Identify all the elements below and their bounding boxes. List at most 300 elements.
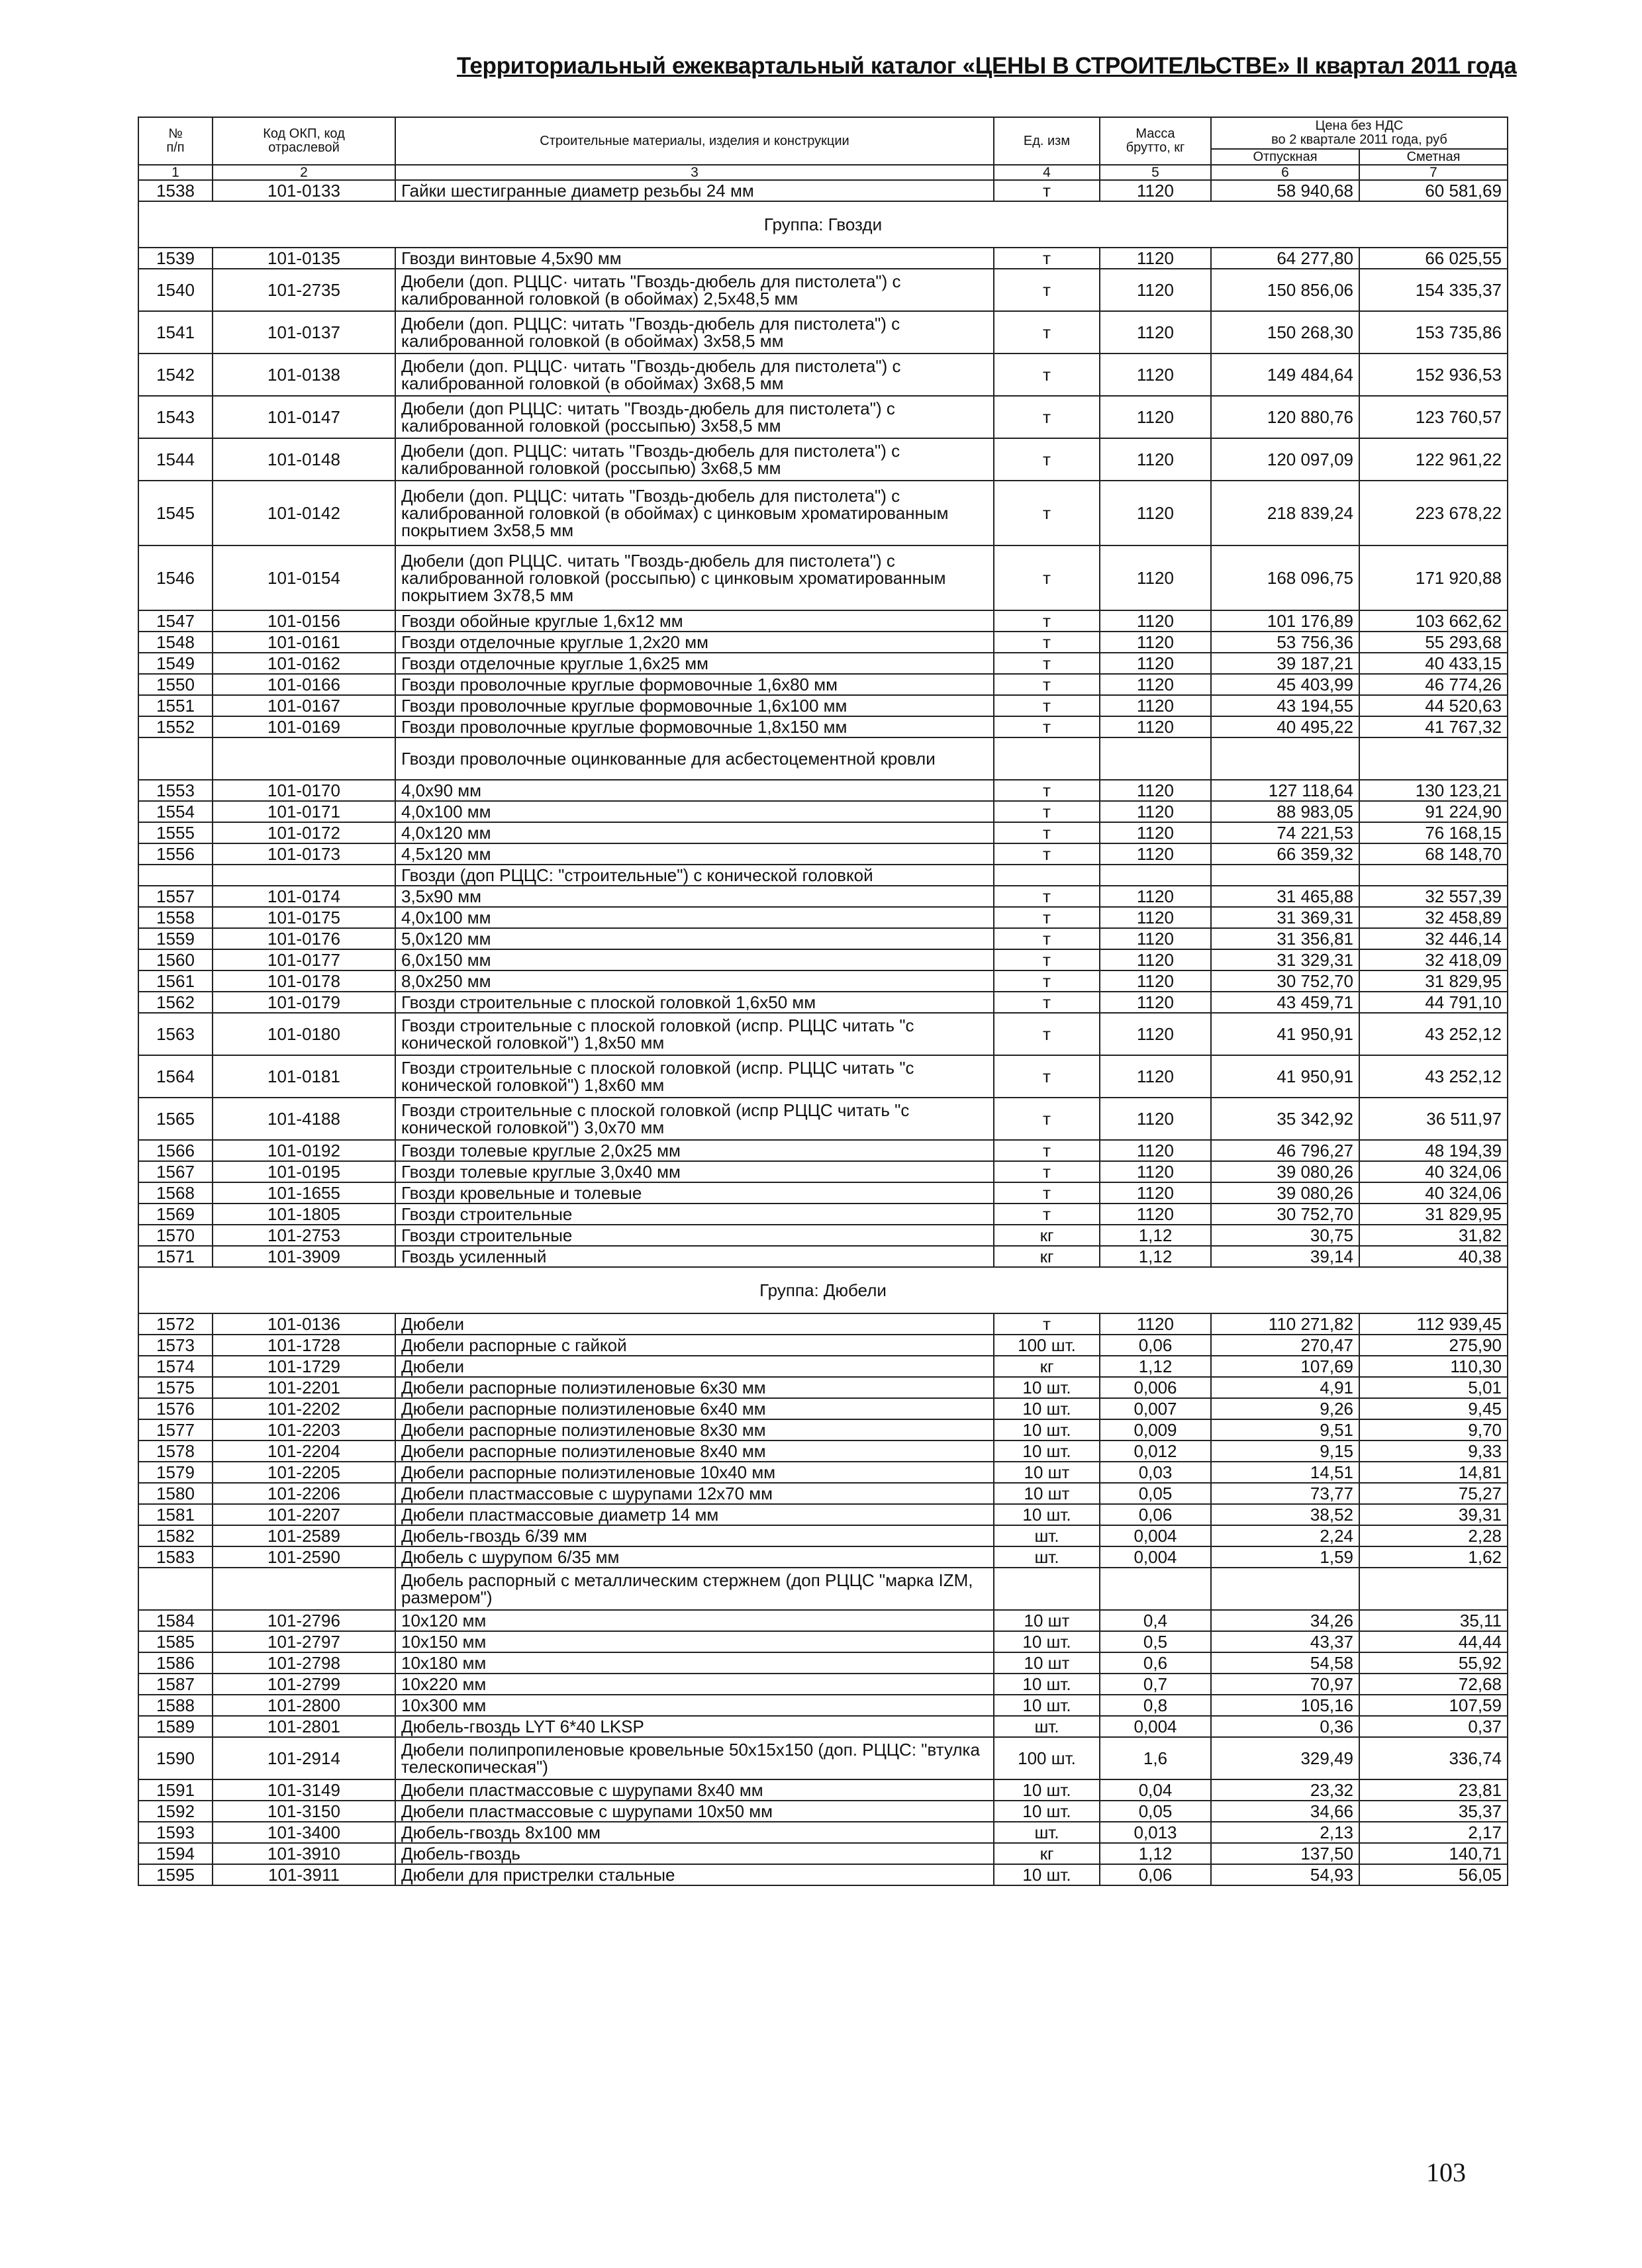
cell-code: 101-2753 bbox=[213, 1225, 395, 1246]
cell-code: 101-2797 bbox=[213, 1631, 395, 1652]
price-table bbox=[138, 117, 1508, 1886]
cell-unit: кг bbox=[994, 1246, 1100, 1267]
cell-name: Гвозди проволочные оцинкованные для асбестоцементной кровли bbox=[395, 737, 994, 780]
cell-name: Дюбель распорный с металлическим стержнем (доп РЦЦС "марка IZM, размером") bbox=[395, 1568, 994, 1610]
cell-unit: шт. bbox=[994, 1716, 1100, 1737]
cell-num: 1549 bbox=[138, 653, 213, 674]
cell-code: 101-0172 bbox=[213, 822, 395, 843]
cell-code: 101-0169 bbox=[213, 716, 395, 737]
cell-code: 101-0133 bbox=[213, 180, 395, 201]
cell-unit: т bbox=[994, 1204, 1100, 1225]
cell-p1 bbox=[1211, 1568, 1359, 1610]
cell-name: Гвозди отделочные круглые 1,6х25 мм bbox=[395, 653, 994, 674]
table-row bbox=[138, 1525, 1508, 1546]
cell-mass: 1120 bbox=[1100, 545, 1211, 610]
cell-num: 1585 bbox=[138, 1631, 213, 1652]
table-row bbox=[138, 970, 1508, 992]
cell-mass: 1120 bbox=[1100, 1140, 1211, 1161]
cell-name: Дюбели пластмассовые диаметр 14 мм bbox=[395, 1504, 994, 1525]
cell-p1: 31 369,31 bbox=[1211, 907, 1359, 928]
cell-mass: 0,004 bbox=[1100, 1716, 1211, 1737]
cell-mass: 1120 bbox=[1100, 610, 1211, 632]
table-row bbox=[138, 396, 1508, 438]
column-number: 7 bbox=[1359, 165, 1508, 180]
cell-p2: 32 458,89 bbox=[1359, 907, 1508, 928]
cell-name: Дюбели (доп. РЦЦС· читать "Гвоздь-дюбель для пистолета") с калиброванной головкой (в обоймах) 2,5х48,5 мм bbox=[395, 269, 994, 311]
cell-code: 101-0147 bbox=[213, 396, 395, 438]
cell-p2: 152 936,53 bbox=[1359, 354, 1508, 396]
table-row bbox=[138, 481, 1508, 545]
table-row bbox=[138, 1140, 1508, 1161]
cell-code: 101-2201 bbox=[213, 1377, 395, 1398]
cell-name: Дюбели (доп. РЦЦС: читать "Гвоздь-дюбель для пистолета") с калиброванной головкой (в обоймах) с цинковым хроматированным покрытием 3х58,5 мм bbox=[395, 481, 994, 545]
cell-p2: 41 767,32 bbox=[1359, 716, 1508, 737]
cell-code: 101-2203 bbox=[213, 1419, 395, 1441]
cell-num: 1556 bbox=[138, 843, 213, 865]
cell-name: 10х120 мм bbox=[395, 1610, 994, 1631]
cell-unit: т bbox=[994, 632, 1100, 653]
cell-unit: кг bbox=[994, 1843, 1100, 1864]
cell-mass: 1120 bbox=[1100, 481, 1211, 545]
cell-unit: 10 шт. bbox=[994, 1864, 1100, 1885]
column-number: 3 bbox=[395, 165, 994, 180]
cell-code: 101-2796 bbox=[213, 1610, 395, 1631]
cell-code: 101-0170 bbox=[213, 780, 395, 801]
cell-mass: 1120 bbox=[1100, 269, 1211, 311]
cell-p2: 140,71 bbox=[1359, 1843, 1508, 1864]
table-row bbox=[138, 1182, 1508, 1204]
cell-num bbox=[138, 865, 213, 886]
cell-p1: 74 221,53 bbox=[1211, 822, 1359, 843]
cell-code: 101-3149 bbox=[213, 1779, 395, 1801]
cell-p2: 32 418,09 bbox=[1359, 949, 1508, 970]
table-row bbox=[138, 1225, 1508, 1246]
table-row bbox=[138, 1546, 1508, 1568]
cell-code: 101-0162 bbox=[213, 653, 395, 674]
cell-num: 1589 bbox=[138, 1716, 213, 1737]
table-row bbox=[138, 1652, 1508, 1674]
cell-p2: 2,17 bbox=[1359, 1822, 1508, 1843]
cell-num: 1587 bbox=[138, 1674, 213, 1695]
cell-num: 1565 bbox=[138, 1098, 213, 1140]
cell-p2: 32 446,14 bbox=[1359, 928, 1508, 949]
cell-name: Гвоздь усиленный bbox=[395, 1246, 994, 1267]
cell-num: 1569 bbox=[138, 1204, 213, 1225]
cell-p1: 120 880,76 bbox=[1211, 396, 1359, 438]
cell-num: 1570 bbox=[138, 1225, 213, 1246]
cell-unit: 10 шт. bbox=[994, 1695, 1100, 1716]
cell-p1: 39 080,26 bbox=[1211, 1161, 1359, 1182]
cell-p2: 35,11 bbox=[1359, 1610, 1508, 1631]
cell-unit: т bbox=[994, 674, 1100, 695]
cell-num: 1582 bbox=[138, 1525, 213, 1546]
cell-name: Дюбели распорные полиэтиленовые 10х40 мм bbox=[395, 1462, 994, 1483]
cell-mass: 1120 bbox=[1100, 674, 1211, 695]
cell-p1: 43 459,71 bbox=[1211, 992, 1359, 1013]
cell-name: Гвозди кровельные и толевые bbox=[395, 1182, 994, 1204]
cell-name: Дюбели (доп. РЦЦС· читать "Гвоздь-дюбель для пистолета") с калиброванной головкой (в обоймах) 3х68,5 мм bbox=[395, 354, 994, 396]
header-mass: Масса брутто, кг bbox=[1100, 117, 1211, 165]
cell-p2: 35,37 bbox=[1359, 1801, 1508, 1822]
cell-mass: 1120 bbox=[1100, 632, 1211, 653]
cell-name: Гвозди строительные с плоской головкой 1,6х50 мм bbox=[395, 992, 994, 1013]
table-row bbox=[138, 1631, 1508, 1652]
cell-p2: 9,33 bbox=[1359, 1441, 1508, 1462]
cell-p2: 23,81 bbox=[1359, 1779, 1508, 1801]
table-row bbox=[138, 1204, 1508, 1225]
cell-num: 1583 bbox=[138, 1546, 213, 1568]
cell-p1: 9,15 bbox=[1211, 1441, 1359, 1462]
cell-num: 1546 bbox=[138, 545, 213, 610]
cell-num: 1560 bbox=[138, 949, 213, 970]
cell-mass: 0,04 bbox=[1100, 1779, 1211, 1801]
cell-num: 1572 bbox=[138, 1313, 213, 1335]
cell-p1: 150 856,06 bbox=[1211, 269, 1359, 311]
cell-mass: 1120 bbox=[1100, 1161, 1211, 1182]
cell-unit: т bbox=[994, 1055, 1100, 1098]
cell-mass: 0,4 bbox=[1100, 1610, 1211, 1631]
header-code: Код ОКП, код отраслевой bbox=[213, 117, 395, 165]
group-title: Группа: Гвозди bbox=[138, 201, 1508, 248]
cell-p2: 48 194,39 bbox=[1359, 1140, 1508, 1161]
table-row bbox=[138, 438, 1508, 481]
cell-p2: 31 829,95 bbox=[1359, 970, 1508, 992]
cell-mass: 1120 bbox=[1100, 907, 1211, 928]
cell-unit bbox=[994, 737, 1100, 780]
cell-code bbox=[213, 865, 395, 886]
cell-name: Дюбели распорные полиэтиленовые 6х40 мм bbox=[395, 1398, 994, 1419]
cell-code: 101-2590 bbox=[213, 1546, 395, 1568]
cell-num: 1576 bbox=[138, 1398, 213, 1419]
column-number: 5 bbox=[1100, 165, 1211, 180]
cell-mass: 0,06 bbox=[1100, 1335, 1211, 1356]
cell-mass: 0,007 bbox=[1100, 1398, 1211, 1419]
cell-code: 101-0176 bbox=[213, 928, 395, 949]
table-row bbox=[138, 1779, 1508, 1801]
cell-unit: т bbox=[994, 992, 1100, 1013]
cell-code: 101-4188 bbox=[213, 1098, 395, 1140]
table-row bbox=[138, 1610, 1508, 1631]
cell-num: 1593 bbox=[138, 1822, 213, 1843]
cell-unit: т bbox=[994, 396, 1100, 438]
column-number: 2 bbox=[213, 165, 395, 180]
cell-p1: 43 194,55 bbox=[1211, 695, 1359, 716]
cell-unit: т bbox=[994, 311, 1100, 354]
cell-p2: 112 939,45 bbox=[1359, 1313, 1508, 1335]
cell-unit: т bbox=[994, 695, 1100, 716]
cell-name: Дюбель-гвоздь 6/39 мм bbox=[395, 1525, 994, 1546]
table-row bbox=[138, 1246, 1508, 1267]
column-number: 4 bbox=[994, 165, 1100, 180]
cell-code: 101-0177 bbox=[213, 949, 395, 970]
cell-num: 1547 bbox=[138, 610, 213, 632]
cell-mass: 1120 bbox=[1100, 311, 1211, 354]
cell-name: 4,5х120 мм bbox=[395, 843, 994, 865]
table-row bbox=[138, 354, 1508, 396]
cell-name: Гвозди строительные с плоской головкой (испр. РЦЦС читать "с конической головкой") 1,8х50 мм bbox=[395, 1013, 994, 1055]
cell-p2: 123 760,57 bbox=[1359, 396, 1508, 438]
cell-p2: 2,28 bbox=[1359, 1525, 1508, 1546]
cell-p1: 110 271,82 bbox=[1211, 1313, 1359, 1335]
cell-num: 1548 bbox=[138, 632, 213, 653]
cell-unit: 10 шт. bbox=[994, 1779, 1100, 1801]
cell-name: Дюбели (доп РЦЦС. читать "Гвоздь-дюбель для пистолета") с калиброванной головкой (россыпью) с цинковым хроматированным покрытием 3х78,5 мм bbox=[395, 545, 994, 610]
cell-mass: 1120 bbox=[1100, 1055, 1211, 1098]
cell-unit: т bbox=[994, 1013, 1100, 1055]
cell-mass bbox=[1100, 865, 1211, 886]
cell-num: 1575 bbox=[138, 1377, 213, 1398]
cell-unit: 10 шт. bbox=[994, 1419, 1100, 1441]
cell-mass: 1120 bbox=[1100, 1313, 1211, 1335]
cell-code: 101-3150 bbox=[213, 1801, 395, 1822]
header-num: № п/п bbox=[138, 117, 213, 165]
table-row bbox=[138, 1335, 1508, 1356]
cell-name: Дюбели (доп. РЦЦС: читать "Гвоздь-дюбель для пистолета") с калиброванной головкой (в обоймах) 3х58,5 мм bbox=[395, 311, 994, 354]
cell-p2: 14,81 bbox=[1359, 1462, 1508, 1483]
cell-p1: 105,16 bbox=[1211, 1695, 1359, 1716]
cell-mass: 0,7 bbox=[1100, 1674, 1211, 1695]
cell-p1: 0,36 bbox=[1211, 1716, 1359, 1737]
cell-p1: 39 080,26 bbox=[1211, 1182, 1359, 1204]
cell-unit: 10 шт bbox=[994, 1462, 1100, 1483]
table-row bbox=[138, 695, 1508, 716]
table-row bbox=[138, 674, 1508, 695]
cell-unit: кг bbox=[994, 1356, 1100, 1377]
cell-name: Гвозди строительные bbox=[395, 1204, 994, 1225]
cell-p2 bbox=[1359, 737, 1508, 780]
cell-p2: 43 252,12 bbox=[1359, 1013, 1508, 1055]
cell-num: 1594 bbox=[138, 1843, 213, 1864]
cell-unit: 10 шт bbox=[994, 1483, 1100, 1504]
cell-num: 1586 bbox=[138, 1652, 213, 1674]
cell-p2: 44,44 bbox=[1359, 1631, 1508, 1652]
cell-name: 3,5х90 мм bbox=[395, 886, 994, 907]
cell-code: 101-2801 bbox=[213, 1716, 395, 1737]
cell-unit: т bbox=[994, 780, 1100, 801]
cell-num: 1595 bbox=[138, 1864, 213, 1885]
cell-p1: 101 176,89 bbox=[1211, 610, 1359, 632]
cell-p1: 329,49 bbox=[1211, 1737, 1359, 1779]
cell-code: 101-0171 bbox=[213, 801, 395, 822]
cell-mass: 1120 bbox=[1100, 801, 1211, 822]
cell-p1: 1,59 bbox=[1211, 1546, 1359, 1568]
cell-mass: 1120 bbox=[1100, 992, 1211, 1013]
cell-name: Дюбель-гвоздь LYT 6*40 LKSP bbox=[395, 1716, 994, 1737]
column-number-row bbox=[138, 165, 1508, 180]
cell-mass: 1120 bbox=[1100, 843, 1211, 865]
cell-mass: 1120 bbox=[1100, 248, 1211, 269]
cell-name: Дюбели распорные полиэтиленовые 8х40 мм bbox=[395, 1441, 994, 1462]
cell-unit: т bbox=[994, 1098, 1100, 1140]
table-body bbox=[138, 180, 1508, 1885]
table-row bbox=[138, 1441, 1508, 1462]
cell-unit: 10 шт bbox=[994, 1610, 1100, 1631]
cell-p2: 60 581,69 bbox=[1359, 180, 1508, 201]
table-row bbox=[138, 1568, 1508, 1610]
cell-p1: 41 950,91 bbox=[1211, 1055, 1359, 1098]
cell-p2: 44 520,63 bbox=[1359, 695, 1508, 716]
table-row bbox=[138, 610, 1508, 632]
cell-num: 1550 bbox=[138, 674, 213, 695]
cell-mass: 1120 bbox=[1100, 1013, 1211, 1055]
cell-name: Дюбели полипропиленовые кровельные 50х15х150 (доп. РЦЦС: "втулка телескопическая") bbox=[395, 1737, 994, 1779]
cell-code bbox=[213, 1568, 395, 1610]
cell-num: 1542 bbox=[138, 354, 213, 396]
cell-p2: 66 025,55 bbox=[1359, 248, 1508, 269]
cell-num: 1543 bbox=[138, 396, 213, 438]
cell-unit: 10 шт. bbox=[994, 1377, 1100, 1398]
cell-name: Гвозди отделочные круглые 1,2х20 мм bbox=[395, 632, 994, 653]
table-row bbox=[138, 1843, 1508, 1864]
cell-mass: 1120 bbox=[1100, 970, 1211, 992]
cell-name: Дюбель-гвоздь bbox=[395, 1843, 994, 1864]
cell-mass: 1120 bbox=[1100, 438, 1211, 481]
cell-mass: 0,004 bbox=[1100, 1525, 1211, 1546]
cell-unit bbox=[994, 865, 1100, 886]
cell-p2: 36 511,97 bbox=[1359, 1098, 1508, 1140]
cell-mass: 1120 bbox=[1100, 949, 1211, 970]
table-row bbox=[138, 311, 1508, 354]
cell-unit: т bbox=[994, 949, 1100, 970]
cell-num: 1584 bbox=[138, 1610, 213, 1631]
cell-p2: 55 293,68 bbox=[1359, 632, 1508, 653]
cell-name: Гвозди строительные с плоской головкой (испр. РЦЦС читать "с конической головкой") 1,8х60 мм bbox=[395, 1055, 994, 1098]
cell-mass: 0,8 bbox=[1100, 1695, 1211, 1716]
cell-p1: 107,69 bbox=[1211, 1356, 1359, 1377]
cell-name: Гайки шестигранные диаметр резьбы 24 мм bbox=[395, 180, 994, 201]
table-row bbox=[138, 865, 1508, 886]
cell-mass: 0,05 bbox=[1100, 1801, 1211, 1822]
cell-unit: 10 шт. bbox=[994, 1441, 1100, 1462]
cell-unit bbox=[994, 1568, 1100, 1610]
cell-name: Дюбели bbox=[395, 1313, 994, 1335]
cell-name: Дюбели bbox=[395, 1356, 994, 1377]
cell-p2: 40,38 bbox=[1359, 1246, 1508, 1267]
cell-unit: т bbox=[994, 907, 1100, 928]
cell-p2: 107,59 bbox=[1359, 1695, 1508, 1716]
cell-mass: 0,05 bbox=[1100, 1483, 1211, 1504]
cell-code: 101-3400 bbox=[213, 1822, 395, 1843]
cell-num: 1553 bbox=[138, 780, 213, 801]
cell-p2: 40 324,06 bbox=[1359, 1161, 1508, 1182]
cell-code: 101-0161 bbox=[213, 632, 395, 653]
cell-num: 1552 bbox=[138, 716, 213, 737]
cell-p1: 30 752,70 bbox=[1211, 1204, 1359, 1225]
cell-p2: 43 252,12 bbox=[1359, 1055, 1508, 1098]
cell-code: 101-1805 bbox=[213, 1204, 395, 1225]
group-title: Группа: Дюбели bbox=[138, 1267, 1508, 1313]
table-row bbox=[138, 248, 1508, 269]
cell-unit: кг bbox=[994, 1225, 1100, 1246]
cell-p2: 0,37 bbox=[1359, 1716, 1508, 1737]
header-unit: Ед. изм bbox=[994, 117, 1100, 165]
cell-mass: 1120 bbox=[1100, 716, 1211, 737]
table-row bbox=[138, 716, 1508, 737]
cell-num: 1563 bbox=[138, 1013, 213, 1055]
cell-unit: т bbox=[994, 886, 1100, 907]
cell-unit: т bbox=[994, 610, 1100, 632]
cell-name: Гвозди проволочные круглые формовочные 1,6х80 мм bbox=[395, 674, 994, 695]
cell-unit: т bbox=[994, 1140, 1100, 1161]
cell-num: 1588 bbox=[138, 1695, 213, 1716]
cell-unit: т bbox=[994, 481, 1100, 545]
cell-code: 101-3911 bbox=[213, 1864, 395, 1885]
table-row bbox=[138, 180, 1508, 201]
cell-code: 101-2589 bbox=[213, 1525, 395, 1546]
table-row bbox=[138, 1313, 1508, 1335]
cell-unit: шт. bbox=[994, 1525, 1100, 1546]
cell-p1: 73,77 bbox=[1211, 1483, 1359, 1504]
cell-unit: 10 шт. bbox=[994, 1504, 1100, 1525]
cell-p1: 9,26 bbox=[1211, 1398, 1359, 1419]
cell-num: 1559 bbox=[138, 928, 213, 949]
header-price-release: Отпускная bbox=[1211, 149, 1359, 165]
header-price-estimate: Сметная bbox=[1359, 149, 1508, 165]
cell-num: 1555 bbox=[138, 822, 213, 843]
cell-p1: 31 356,81 bbox=[1211, 928, 1359, 949]
cell-p1: 137,50 bbox=[1211, 1843, 1359, 1864]
cell-num: 1566 bbox=[138, 1140, 213, 1161]
cell-mass: 1,12 bbox=[1100, 1246, 1211, 1267]
cell-p1: 150 268,30 bbox=[1211, 311, 1359, 354]
cell-p1: 120 097,09 bbox=[1211, 438, 1359, 481]
cell-mass: 1120 bbox=[1100, 1098, 1211, 1140]
cell-num: 1551 bbox=[138, 695, 213, 716]
cell-num: 1562 bbox=[138, 992, 213, 1013]
cell-p2: 31 829,95 bbox=[1359, 1204, 1508, 1225]
cell-p1: 23,32 bbox=[1211, 1779, 1359, 1801]
table-row bbox=[138, 1864, 1508, 1885]
cell-p1: 149 484,64 bbox=[1211, 354, 1359, 396]
cell-num: 1540 bbox=[138, 269, 213, 311]
cell-unit: 100 шт. bbox=[994, 1737, 1100, 1779]
cell-unit: т bbox=[994, 928, 1100, 949]
cell-name: Гвозди обойные круглые 1,6х12 мм bbox=[395, 610, 994, 632]
cell-num: 1545 bbox=[138, 481, 213, 545]
cell-unit: 10 шт. bbox=[994, 1801, 1100, 1822]
cell-num: 1590 bbox=[138, 1737, 213, 1779]
cell-name: Гвозди строительные bbox=[395, 1225, 994, 1246]
cell-unit: т bbox=[994, 843, 1100, 865]
cell-mass: 0,013 bbox=[1100, 1822, 1211, 1843]
cell-mass: 1120 bbox=[1100, 928, 1211, 949]
cell-mass: 0,012 bbox=[1100, 1441, 1211, 1462]
cell-name: 4,0х100 мм bbox=[395, 801, 994, 822]
cell-code: 101-0179 bbox=[213, 992, 395, 1013]
cell-name: 5,0х120 мм bbox=[395, 928, 994, 949]
cell-code: 101-0175 bbox=[213, 907, 395, 928]
cell-unit: т bbox=[994, 354, 1100, 396]
cell-code: 101-0138 bbox=[213, 354, 395, 396]
cell-num: 1564 bbox=[138, 1055, 213, 1098]
cell-code bbox=[213, 737, 395, 780]
cell-p2: 76 168,15 bbox=[1359, 822, 1508, 843]
cell-num: 1568 bbox=[138, 1182, 213, 1204]
cell-num bbox=[138, 737, 213, 780]
table-row bbox=[138, 1419, 1508, 1441]
cell-p1: 2,13 bbox=[1211, 1822, 1359, 1843]
cell-name: 10х180 мм bbox=[395, 1652, 994, 1674]
cell-p2: 154 335,37 bbox=[1359, 269, 1508, 311]
cell-p1: 34,26 bbox=[1211, 1610, 1359, 1631]
cell-p1 bbox=[1211, 865, 1359, 886]
table-row bbox=[138, 1377, 1508, 1398]
cell-p1: 70,97 bbox=[1211, 1674, 1359, 1695]
cell-p2: 275,90 bbox=[1359, 1335, 1508, 1356]
cell-p1: 9,51 bbox=[1211, 1419, 1359, 1441]
cell-p1: 270,47 bbox=[1211, 1335, 1359, 1356]
table-row bbox=[138, 1055, 1508, 1098]
